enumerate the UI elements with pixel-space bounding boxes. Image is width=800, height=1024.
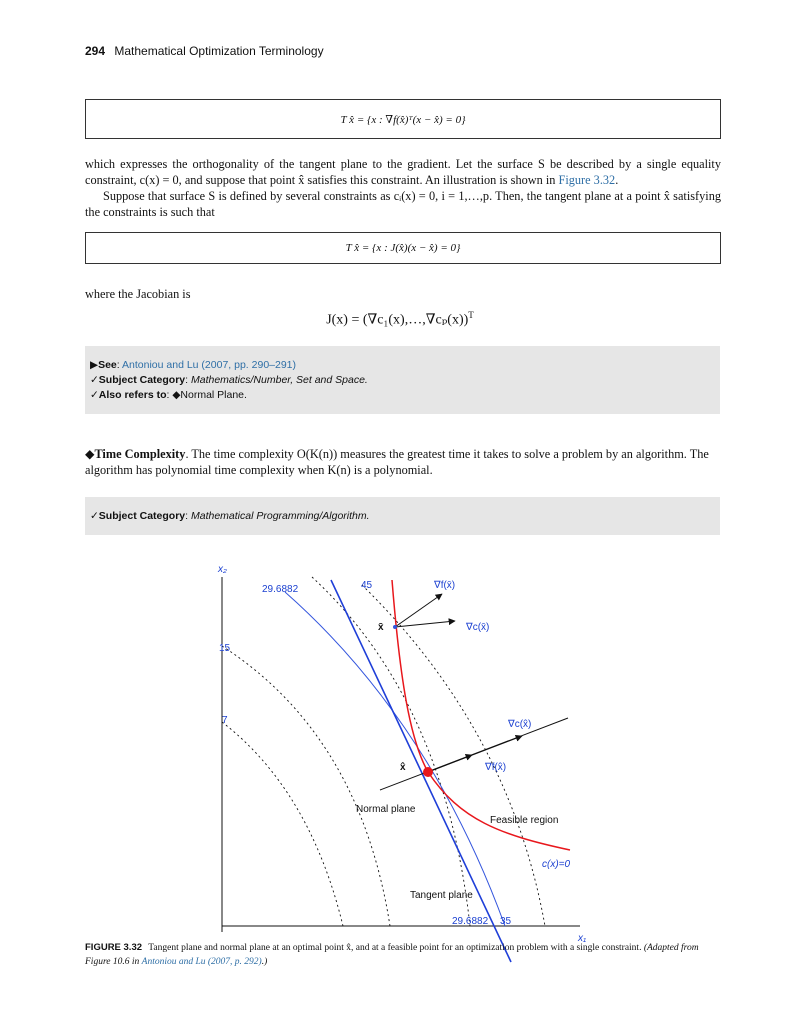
constraint-curve — [392, 580, 570, 850]
subject-row-2: ✓Subject Category: Mathematical Programming/Algorithm. — [90, 510, 370, 522]
caption-adapted: (Adapted from Figure 10.6 in — [85, 943, 699, 967]
paragraph-orthogonality: which expresses the orthogonality of the tangent plane to the gradient. Let the surface S be described by a single equality constraint, c(x) = 0, and suppose that point x̂ satisfies this constraint. An illustration is shown in Figure 3.32. — [85, 157, 721, 187]
subject-row: ✓Subject Category: Mathematics/Number, Set and Space. — [90, 374, 368, 386]
subject-value: Mathematics/Number, Set and Space. — [191, 374, 368, 386]
time-complexity-term: ◆Time Complexity — [85, 447, 186, 461]
x2-axis-label: x₂ — [218, 564, 227, 575]
tangent-plane-line — [331, 580, 511, 962]
jacobian-tangent-equation: T x̂ = {x : J(x̂)(x − x̂) = 0} — [345, 242, 461, 254]
caption-text: Tangent plane and normal plane at an optimal point x̂, and at a feasible point for an optimization problem with a single constraint. — [148, 943, 642, 953]
x1-axis-label: x₁ — [578, 933, 587, 944]
label-7: 7 — [222, 715, 228, 726]
also-refers-value[interactable]: ◆Normal Plane. — [172, 389, 247, 401]
grad-c-hat-label: ∇c(x̂) — [508, 719, 532, 730]
page-number: 294 — [85, 44, 106, 58]
paragraph-orthogonality-text: which expresses the orthogonality of the tangent plane to the gradient. Let the surface S be described by a single equality constraint, c(x) = 0, and suppose that point x̂ satisfies this constraint. An illustration is shown in — [85, 157, 721, 187]
label-29-6882-top: 29.6882 — [262, 584, 299, 595]
optimum-point — [423, 767, 433, 777]
label-15: 15 — [219, 643, 231, 654]
contour-15 — [222, 646, 390, 926]
subject-value-2: Mathematical Programming/Algorithm. — [191, 510, 370, 522]
see-row: ▶See: Antoniou and Lu (2007, pp. 290–291) — [90, 359, 297, 371]
paragraph-jacobian: where the Jacobian is — [85, 287, 191, 301]
caption-label: FIGURE 3.32 — [85, 942, 143, 953]
jacobian-body: J(x) = (∇c₁(x),…,∇cₚ(x)) — [326, 312, 469, 328]
subject-label-2: ✓Subject Category — [90, 510, 186, 522]
grad-f-bar-label: ∇f(x̄) — [434, 580, 456, 591]
constraint-label: c(x)=0 — [542, 859, 571, 870]
see-label: ▶See — [90, 359, 117, 371]
caption-end: .) — [261, 957, 268, 967]
also-refers-label: ✓Also refers to — [90, 389, 167, 401]
label-45: 45 — [361, 580, 373, 591]
figure-link[interactable]: Figure 3.32 — [558, 173, 616, 187]
contour-29-6882 — [285, 592, 505, 926]
tangent-plane-label: Tangent plane — [410, 890, 473, 901]
feasible-region-label: Feasible region — [490, 815, 559, 826]
figure-caption — [85, 941, 721, 969]
grad-c-bar-label: ∇c(x̄) — [466, 622, 490, 633]
tangent-plane-equation: T x̂ = {x : ∇f(x̂)ᵀ(x − x̂) = 0} — [340, 113, 466, 126]
contour-7 — [222, 722, 343, 926]
contour-45 — [362, 585, 545, 926]
time-complexity-entry: ◆Time Complexity. The time complexity O(K(n)) measures the greatest time it takes to solve a problem by an algorithm. The algorithm has polynomial time complexity when K(n) is a polynomial. — [85, 447, 709, 477]
label-29-6882-bottom: 29.6882 — [452, 916, 489, 927]
caption-reference-link[interactable]: Antoniou and Lu (2007, p. 292) — [141, 957, 262, 967]
grad-f-hat-label: ∇f(x̂) — [485, 762, 507, 773]
subject-label: ✓Subject Category — [90, 374, 186, 386]
jacobian-transpose: T — [468, 310, 474, 320]
xbar-label: x̄ — [378, 622, 384, 633]
see-reference-link[interactable]: Antoniou and Lu (2007, pp. 290–291) — [122, 359, 297, 371]
xhat-label: x̂ — [400, 762, 406, 773]
grad-f-bar-arrow — [395, 594, 442, 627]
normal-plane-label: Normal plane — [356, 804, 416, 815]
grad-c-bar-arrow — [395, 621, 455, 627]
grad-c-hat-arrow — [428, 736, 522, 772]
paragraph-several-constraints: Suppose that surface S is defined by several constraints as cᵢ(x) = 0, i = 1,…,p. Then, the tangent plane at a point x̂ satisfying the constraints is such that — [85, 189, 721, 219]
label-35: 35 — [500, 916, 512, 927]
time-complexity-text: The time complexity O(K(n)) measures the greatest time it takes to solve a problem by an algorithm. The algorithm has polynomial time complexity when K(n) is a polynomial. — [85, 447, 709, 477]
contour-29-6882-dashed — [312, 577, 470, 926]
also-refers-row: ✓Also refers to: ◆Normal Plane. — [90, 389, 247, 401]
xbar-point — [393, 625, 397, 629]
running-title: Mathematical Optimization Terminology — [114, 44, 324, 58]
